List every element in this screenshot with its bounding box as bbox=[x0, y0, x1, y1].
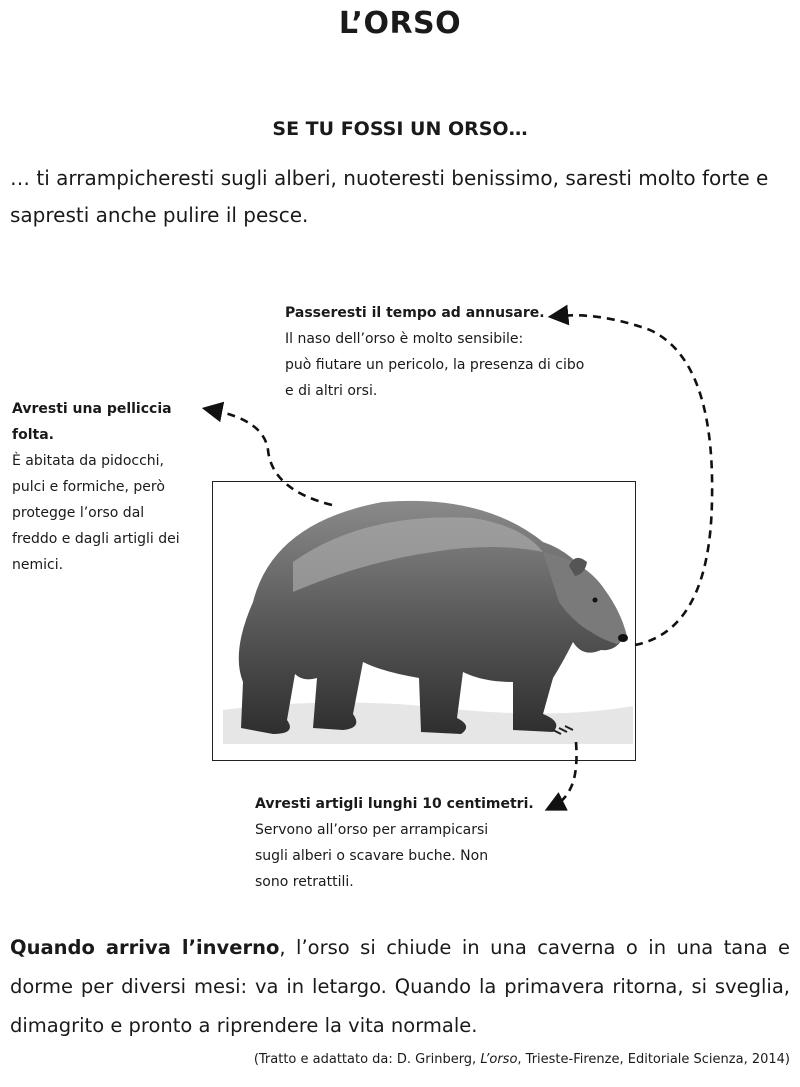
section-heading: SE TU FOSSI UN ORSO… bbox=[272, 118, 528, 140]
intro-paragraph: … ti arrampicheresti sugli alberi, nuoteresti benissimo, saresti molto forte e sapresti anche pulire il pesce. bbox=[10, 166, 769, 227]
note-nose-line: Il naso dell’orso è molto sensibile: bbox=[285, 331, 524, 347]
note-claws-line: sono retrattili. bbox=[255, 874, 354, 890]
source-prefix: (Tratto e adattato da: D. Grinberg, bbox=[253, 1052, 481, 1067]
note-fur-line: nemici. bbox=[12, 557, 64, 573]
bear-illustration bbox=[213, 482, 636, 761]
page-title: L’ORSO bbox=[338, 6, 462, 41]
note-nose-line: può fiutare un pericolo, la presenza di cibo bbox=[285, 357, 585, 373]
note-claws-line: sugli alberi o scavare buche. Non bbox=[255, 848, 489, 864]
note-nose-heading: Passeresti il tempo ad annusare. bbox=[285, 305, 545, 321]
note-fur-heading: folta. bbox=[12, 427, 54, 443]
note-claws-line: Servono all’orso per arrampicarsi bbox=[255, 822, 489, 838]
note-claws-heading: Avresti artigli lunghi 10 centimetri. bbox=[255, 796, 534, 812]
note-fur-line: È abitata da pidocchi, bbox=[12, 453, 164, 469]
winter-text: , l’orso si chiude in una caverna o in una tana e dorme per diversi mesi: va in letargo. Quando la primavera ritorna, si sveglia, dimagrito e pronto a riprendere la vita normale. bbox=[10, 936, 790, 1037]
source-citation bbox=[254, 1052, 790, 1067]
winter-bold-lead: Quando arriva l’inverno bbox=[10, 936, 280, 959]
note-fur-line: freddo e dagli artigli dei bbox=[12, 531, 180, 547]
bear-photo bbox=[212, 481, 636, 761]
winter-paragraph bbox=[10, 928, 790, 1045]
note-nose-line: e di altri orsi. bbox=[285, 383, 378, 399]
note-fur bbox=[12, 396, 212, 578]
note-fur-line: protegge l’orso dal bbox=[12, 505, 145, 521]
note-nose bbox=[285, 300, 635, 404]
note-claws bbox=[255, 791, 575, 895]
note-fur-heading: Avresti una pelliccia bbox=[12, 401, 172, 417]
source-book-title: L’orso bbox=[480, 1052, 518, 1067]
note-fur-line: pulci e formiche, però bbox=[12, 479, 165, 495]
source-suffix: , Trieste-Firenze, Editoriale Scienza, 2014) bbox=[517, 1052, 790, 1067]
